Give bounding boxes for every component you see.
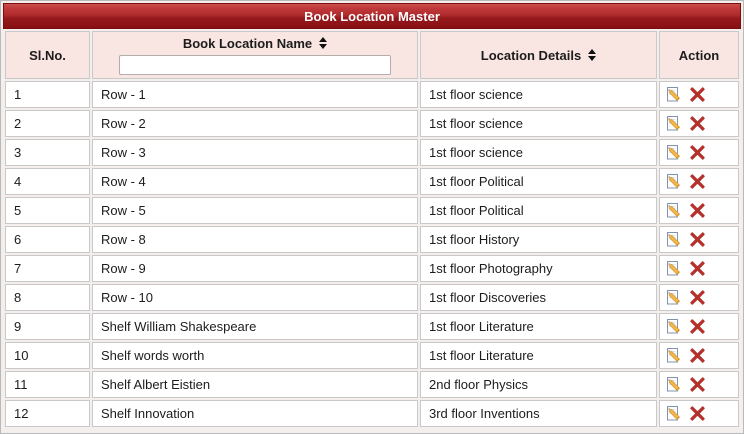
action-cell xyxy=(659,139,739,166)
table-row xyxy=(5,313,739,340)
action-cell xyxy=(659,284,739,311)
location-name-cell: Shelf William Shakespeare xyxy=(92,313,418,340)
column-header-location-details xyxy=(420,31,657,79)
slno-cell: 9 xyxy=(5,313,90,340)
page-title: Book Location Master xyxy=(3,3,741,29)
sort-book-location-name[interactable] xyxy=(93,34,417,52)
location-details-cell: 1st floor Photography xyxy=(420,255,657,282)
location-name-cell: Row - 9 xyxy=(92,255,418,282)
sort-arrows-icon[interactable] xyxy=(588,49,596,61)
sort-desc-arrow xyxy=(319,44,327,49)
column-header-slno-label: Sl.No. xyxy=(29,47,66,63)
location-details-cell: 1st floor science xyxy=(420,139,657,166)
edit-icon[interactable] xyxy=(666,348,682,364)
location-details-cell: 1st floor Discoveries xyxy=(420,284,657,311)
location-details-cell: 2nd floor Physics xyxy=(420,371,657,398)
sort-location-details[interactable] xyxy=(421,46,656,64)
table-row xyxy=(5,255,739,282)
action-cell xyxy=(659,313,739,340)
column-header-slno xyxy=(5,31,90,79)
table-header-row xyxy=(5,31,739,79)
book-location-table xyxy=(3,29,741,429)
delete-icon[interactable] xyxy=(690,232,705,247)
column-header-action xyxy=(659,31,739,79)
action-cell xyxy=(659,110,739,137)
edit-icon[interactable] xyxy=(666,261,682,277)
sort-arrows-icon[interactable] xyxy=(319,37,327,49)
delete-icon[interactable] xyxy=(690,174,705,189)
location-name-cell: Row - 8 xyxy=(92,226,418,253)
table-row xyxy=(5,226,739,253)
delete-icon[interactable] xyxy=(690,406,705,421)
table-body xyxy=(5,81,739,427)
location-name-cell: Shelf Albert Eistien xyxy=(92,371,418,398)
action-cell xyxy=(659,168,739,195)
book-location-name-filter-input[interactable] xyxy=(119,55,391,75)
delete-icon[interactable] xyxy=(690,116,705,131)
location-details-cell: 1st floor Literature xyxy=(420,342,657,369)
table-row xyxy=(5,371,739,398)
table-row xyxy=(5,400,739,427)
location-name-cell: Row - 5 xyxy=(92,197,418,224)
action-cell xyxy=(659,400,739,427)
table-row xyxy=(5,342,739,369)
delete-icon[interactable] xyxy=(690,348,705,363)
location-name-cell: Row - 10 xyxy=(92,284,418,311)
slno-cell: 12 xyxy=(5,400,90,427)
location-name-cell: Shelf words worth xyxy=(92,342,418,369)
slno-cell: 2 xyxy=(5,110,90,137)
location-name-cell: Row - 4 xyxy=(92,168,418,195)
location-details-cell: 1st floor Political xyxy=(420,168,657,195)
delete-icon[interactable] xyxy=(690,261,705,276)
location-name-cell: Shelf Innovation xyxy=(92,400,418,427)
table-row xyxy=(5,139,739,166)
edit-icon[interactable] xyxy=(666,377,682,393)
action-cell xyxy=(659,226,739,253)
edit-icon[interactable] xyxy=(666,116,682,132)
slno-cell: 6 xyxy=(5,226,90,253)
action-cell xyxy=(659,255,739,282)
location-details-cell: 1st floor science xyxy=(420,110,657,137)
sort-asc-arrow xyxy=(319,37,327,42)
location-details-cell: 1st floor Literature xyxy=(420,313,657,340)
location-details-cell: 1st floor science xyxy=(420,81,657,108)
action-cell xyxy=(659,371,739,398)
edit-icon[interactable] xyxy=(666,203,682,219)
delete-icon[interactable] xyxy=(690,87,705,102)
delete-icon[interactable] xyxy=(690,145,705,160)
delete-icon[interactable] xyxy=(690,319,705,334)
slno-cell: 4 xyxy=(5,168,90,195)
table-row xyxy=(5,284,739,311)
edit-icon[interactable] xyxy=(666,87,682,103)
edit-icon[interactable] xyxy=(666,290,682,306)
slno-cell: 10 xyxy=(5,342,90,369)
slno-cell: 7 xyxy=(5,255,90,282)
location-name-cell: Row - 3 xyxy=(92,139,418,166)
table-row xyxy=(5,168,739,195)
slno-cell: 5 xyxy=(5,197,90,224)
edit-icon[interactable] xyxy=(666,406,682,422)
slno-cell: 8 xyxy=(5,284,90,311)
slno-cell: 3 xyxy=(5,139,90,166)
location-details-cell: 3rd floor Inventions xyxy=(420,400,657,427)
table-row xyxy=(5,197,739,224)
slno-cell: 1 xyxy=(5,81,90,108)
action-cell xyxy=(659,197,739,224)
column-header-action-label: Action xyxy=(678,47,720,63)
action-cell xyxy=(659,342,739,369)
location-name-cell: Row - 2 xyxy=(92,110,418,137)
location-details-cell: 1st floor Political xyxy=(420,197,657,224)
sort-asc-arrow xyxy=(588,49,596,54)
table-row xyxy=(5,81,739,108)
edit-icon[interactable] xyxy=(666,145,682,161)
column-header-book-location-name xyxy=(92,31,418,79)
column-header-details-label: Location Details xyxy=(480,47,582,63)
edit-icon[interactable] xyxy=(666,174,682,190)
table-row xyxy=(5,110,739,137)
sort-desc-arrow xyxy=(588,56,596,61)
action-cell xyxy=(659,81,739,108)
edit-icon[interactable] xyxy=(666,232,682,248)
slno-cell: 11 xyxy=(5,371,90,398)
location-details-cell: 1st floor History xyxy=(420,226,657,253)
delete-icon[interactable] xyxy=(690,377,705,392)
edit-icon[interactable] xyxy=(666,319,682,335)
delete-icon[interactable] xyxy=(690,203,705,218)
location-name-cell: Row - 1 xyxy=(92,81,418,108)
delete-icon[interactable] xyxy=(690,290,705,305)
column-header-name-label: Book Location Name xyxy=(182,35,313,51)
